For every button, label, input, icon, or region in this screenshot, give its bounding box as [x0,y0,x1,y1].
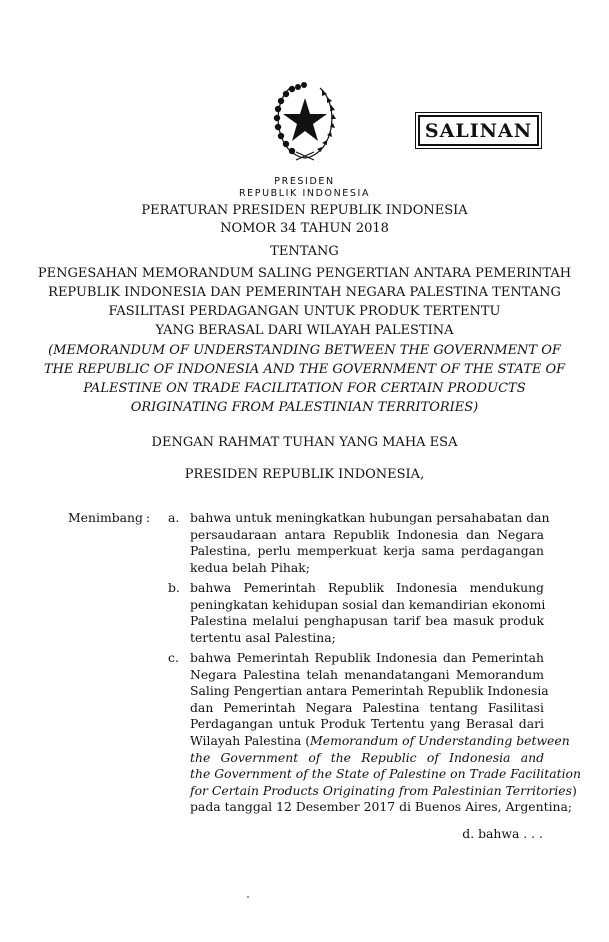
item-a-line: persaudaraan antara Republik Indonesia dan Negara [190,526,544,542]
salinan-label: SALINAN [424,119,533,142]
considering-label: Menimbang [68,510,143,525]
item-b-line: Palestina melalui penghapusan tarif bea masuk produk [190,613,544,629]
scan-speck [247,896,249,898]
item-a-text [190,510,550,576]
salinan-stamp [418,115,539,146]
item-c-text-plain: ) [571,782,577,798]
item-c-text-italic: Memorandum of Understanding between [310,732,570,748]
item-a-line: kedua belah Pihak; [190,559,310,575]
regulation-about: TENTANG [270,244,339,259]
english-subject-line-2: THE REPUBLIC OF INDONESIA AND THE GOVERNMENT OF THE STATE OF [43,362,566,377]
considering-colon: : [146,510,151,525]
english-subject-line-3: PALESTINE ON TRADE FACILITATION FOR CERTAIN PRODUCTS [83,381,526,396]
item-c-line-mixed [190,732,570,750]
subject-line-2: REPUBLIK INDONESIA DAN PEMERINTAH NEGARA PALESTINA TENTANG [48,285,561,300]
subject-line-3: FASILITASI PERDAGANGAN UNTUK PRODUK TERTENTU [108,304,501,319]
item-b-line: bahwa Pemerintah Republik Indonesia mendukung [190,580,544,595]
english-subject-line-4: ORIGINATING FROM PALESTINIAN TERRITORIES) [130,400,479,415]
item-a-line: bahwa untuk meningkatkan hubungan persahabatan dan [190,510,550,525]
item-b-letter: b. [168,580,180,595]
continuation-marker: d. bahwa . . . [462,826,543,841]
garuda-emblem-icon [270,80,340,162]
item-c-line-italic: the Government of the State of Palestine on Trade Facilitation [190,766,581,782]
item-c-letter: c. [168,650,179,665]
item-b-line: peningkatan kehidupan sosial dan kemandirian ekonomi [190,596,546,612]
item-a-line: Palestina, perlu memperkuat kerja sama perdagangan [190,543,544,559]
item-c-text [190,650,581,816]
office-line-2: REPUBLIK INDONESIA [238,188,371,199]
subject-line-4: YANG BERASAL DARI WILAYAH PALESTINA [155,323,454,338]
item-c-line: dan Pemerintah Negara Palestina tentang Fasilitasi [190,699,544,715]
item-c-line: pada tanggal 12 Desember 2017 di Buenos Aires, Argentina; [190,799,573,815]
item-c-line: Saling Pengertian antara Pemerintah Republik Indonesia [190,683,549,699]
item-c-line: Negara Palestina telah menandatangani Memorandum [190,666,544,682]
item-c-text-italic: for Certain Products Originating from Palestinian Territories [190,782,572,798]
subject-line-1: PENGESAHAN MEMORANDUM SALING PENGERTIAN ANTARA PEMERINTAH [37,266,572,281]
item-c-line-italic: the Government of the Republic of Indonesia and [190,749,544,765]
item-c-line-mixed [190,782,577,800]
regulation-title: PERATURAN PRESIDEN REPUBLIK INDONESIA [141,203,468,218]
item-b-line: tertentu asal Palestina; [190,629,336,645]
invocation: DENGAN RAHMAT TUHAN YANG MAHA ESA [151,435,458,450]
issuer: PRESIDEN REPUBLIK INDONESIA, [184,467,425,482]
item-b-text [190,580,544,646]
english-subject-line-1: (MEMORANDUM OF UNDERSTANDING BETWEEN THE GOVERNMENT OF [48,343,561,358]
item-a-letter: a. [168,510,180,525]
item-c-line: Perdagangan untuk Produk Tertentu yang Berasal dari [190,716,544,732]
item-c-text-plain: Wilayah Palestina ( [190,732,311,748]
item-c-line: bahwa Pemerintah Republik Indonesia dan Pemerintah [190,650,544,665]
office-line-1: PRESIDEN [274,176,335,187]
regulation-number: NOMOR 34 TAHUN 2018 [220,221,389,236]
